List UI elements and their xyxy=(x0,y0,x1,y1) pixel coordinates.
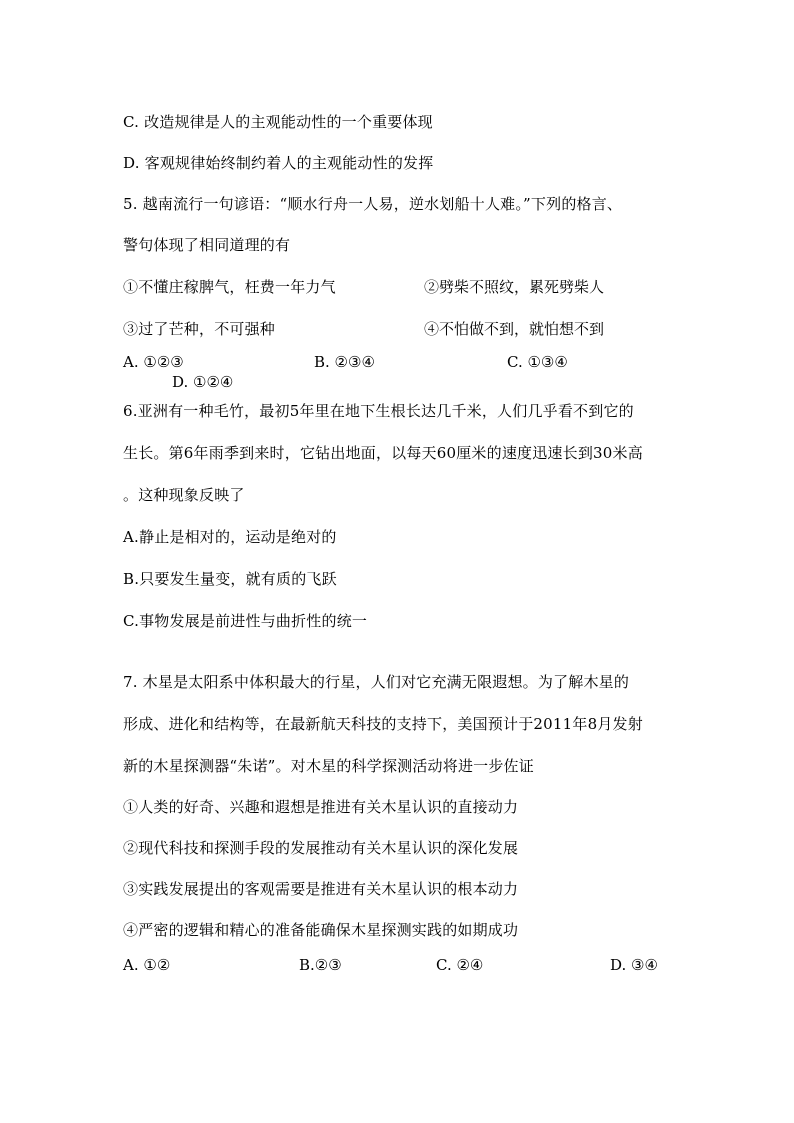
q6-option-c: C.事物发展是前进性与曲折性的统一 xyxy=(123,612,368,630)
q6-stem-line3: 。这种现象反映了 xyxy=(123,486,245,504)
q6-option-a: A.静止是相对的，运动是绝对的 xyxy=(123,528,337,546)
q5-choice-b: B. ②③④ xyxy=(314,353,375,371)
q7-stem-line2: 形成、进化和结构等，在最新航天科技的支持下，美国预计于2011年8月发射 xyxy=(123,715,643,733)
q5-item-1: ①不懂庄稼脾气，枉费一年力气 xyxy=(123,278,336,296)
q5-item-3: ③过了芒种，不可强种 xyxy=(123,320,276,338)
q7-choice-d: D. ③④ xyxy=(610,956,658,974)
q4-option-d: D. 客观规律始终制约着人的主观能动性的发挥 xyxy=(123,154,434,172)
q4-option-c: C. 改造规律是人的主观能动性的一个重要体现 xyxy=(123,113,433,131)
q5-stem-line1: 5. 越南流行一句谚语：“顺水行舟一人易，逆水划船十人难。”下列的格言、 xyxy=(123,195,623,213)
q6-stem-line1: 6.亚洲有一种毛竹，最初5年里在地下生根长达几千米，人们几乎看不到它的 xyxy=(123,402,634,420)
q5-stem-line2: 警句体现了相同道理的有 xyxy=(123,236,291,254)
q7-choice-c: C. ②④ xyxy=(436,956,484,974)
q5-item-2: ②劈柴不照纹，累死劈柴人 xyxy=(424,278,605,296)
q7-item-1: ①人类的好奇、兴趣和遐想是推进有关木星认识的直接动力 xyxy=(123,798,519,816)
q7-item-3: ③实践发展提出的客观需要是推进有关木星认识的根本动力 xyxy=(123,880,519,898)
q5-item-4: ④不怕做不到，就怕想不到 xyxy=(424,320,605,338)
q5-choice-c: C. ①③④ xyxy=(507,353,568,371)
q6-stem-line2: 生长。第6年雨季到来时，它钻出地面，以每天60厘米的速度迅速长到30米高 xyxy=(123,444,643,462)
q7-item-4: ④严密的逻辑和精心的准备能确保木星探测实践的如期成功 xyxy=(123,921,519,939)
q7-item-2: ②现代科技和探测手段的发展推动有关木星认识的深化发展 xyxy=(123,839,519,857)
q5-choice-a: A. ①②③ xyxy=(123,353,184,371)
q5-choice-d: D. ①②④ xyxy=(172,373,234,391)
q7-stem-line3: 新的木星探测器“朱诺”。对木星的科学探测活动将进一步佐证 xyxy=(123,757,534,775)
q7-choice-b: B.②③ xyxy=(299,956,342,974)
q6-option-b: B.只要发生量变，就有质的飞跃 xyxy=(123,570,337,588)
q7-choice-a: A. ①② xyxy=(123,956,171,974)
q7-stem-line1: 7. 木星是太阳系中体积最大的行星，人们对它充满无限遐想。为了解木星的 xyxy=(123,673,630,691)
